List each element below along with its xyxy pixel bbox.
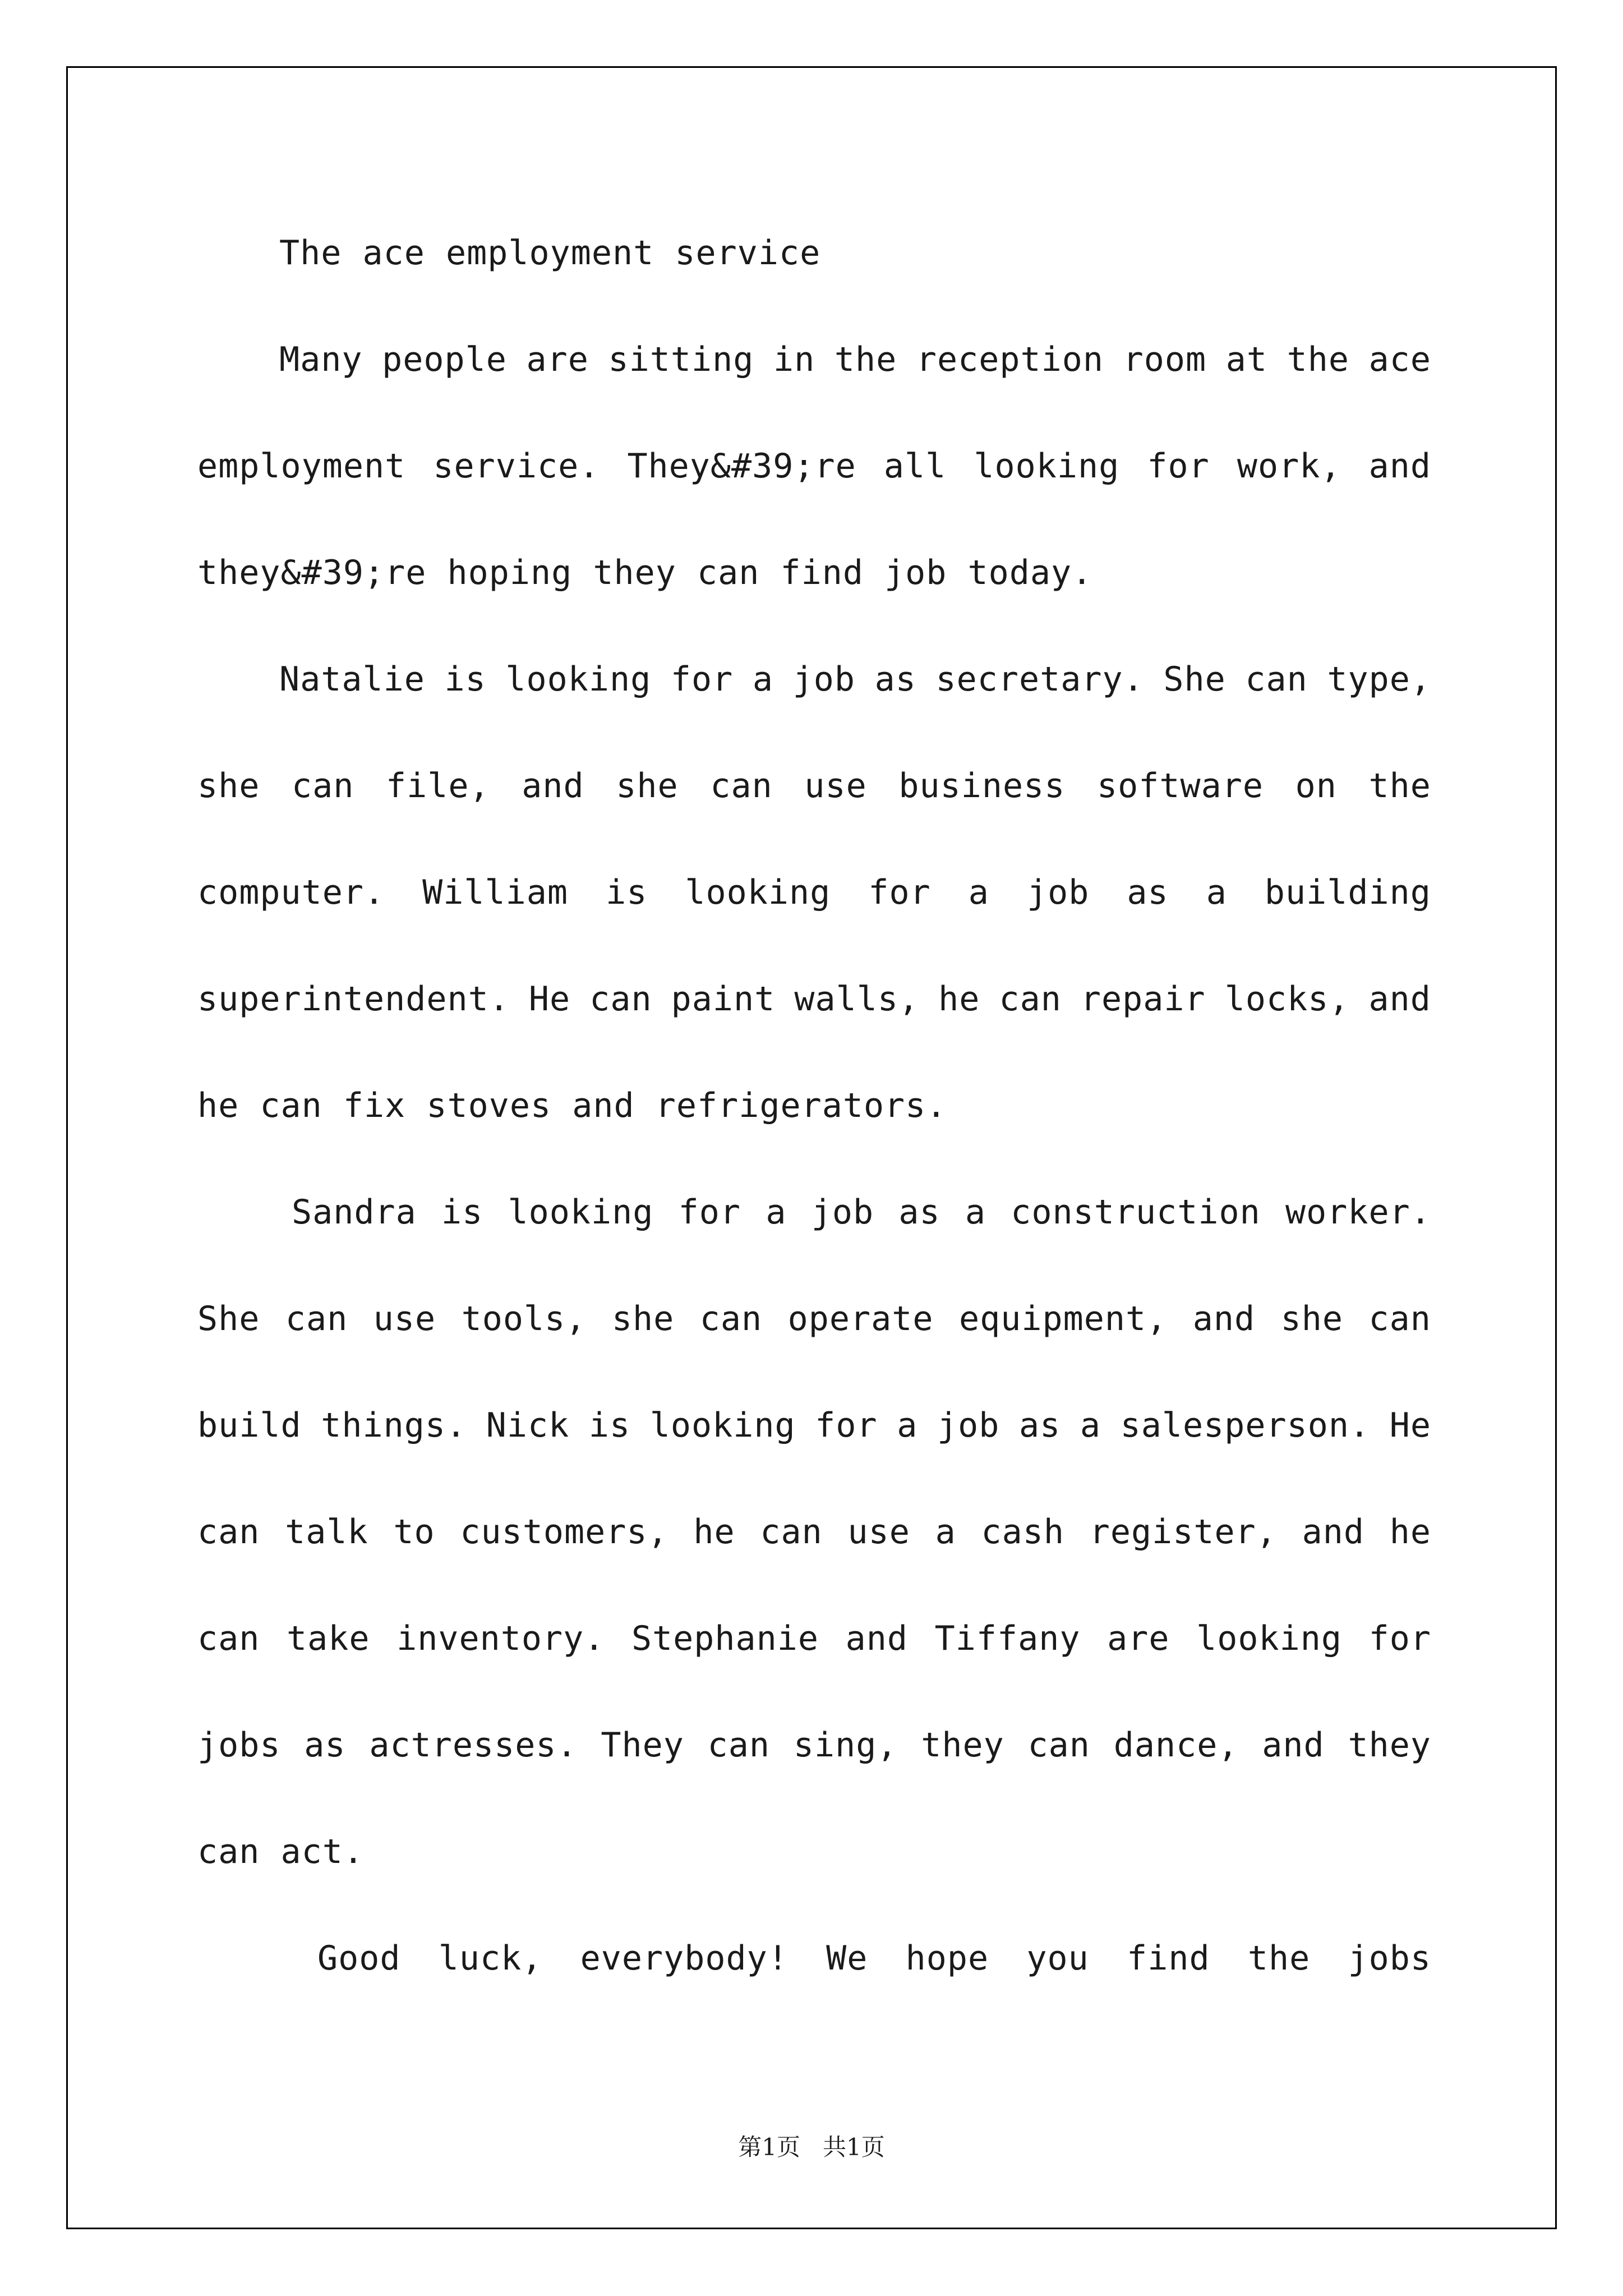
word: and: [1368, 447, 1431, 486]
word: the: [834, 340, 897, 379]
word: she: [616, 766, 679, 806]
paragraph-line: [197, 854, 1431, 960]
word: everybody!: [580, 1939, 789, 1978]
word: work,: [1237, 447, 1341, 486]
word: Sandra: [292, 1193, 417, 1232]
word: can: [197, 1512, 260, 1552]
word: paint: [671, 979, 776, 1019]
word: hope: [905, 1939, 989, 1978]
word: at: [1225, 340, 1267, 379]
word: looking: [505, 660, 652, 699]
word: on: [1295, 766, 1337, 806]
word: take: [286, 1619, 370, 1658]
word: can: [1027, 1726, 1090, 1765]
word: jobs: [1348, 1939, 1431, 1978]
word: as: [1019, 1406, 1061, 1445]
word: job: [792, 660, 855, 699]
paragraph-line: [197, 1174, 1431, 1280]
word: and: [845, 1619, 909, 1658]
paragraph-line: they&#39;re hoping they can find job today.: [197, 553, 1093, 592]
paragraph-line: he can fix stoves and refrigerators.: [197, 1086, 947, 1125]
word: use: [373, 1299, 436, 1338]
word: repair: [1080, 979, 1206, 1019]
word: things.: [321, 1406, 467, 1445]
word: They: [601, 1726, 684, 1765]
paragraph-line: [197, 1387, 1431, 1493]
word: you: [1026, 1939, 1089, 1978]
page-total: 共1页: [823, 2133, 885, 2161]
word: the: [1287, 340, 1349, 379]
word: jobs: [197, 1726, 281, 1765]
word: and: [1192, 1299, 1256, 1338]
word: She: [197, 1299, 260, 1338]
word: software: [1096, 766, 1264, 806]
paragraph-line: [197, 747, 1431, 854]
word: type,: [1327, 660, 1431, 699]
word: a: [752, 660, 773, 699]
word: the: [1247, 1939, 1311, 1978]
word: sitting: [608, 340, 754, 379]
paragraph-line: [197, 1600, 1431, 1706]
word: secretary.: [935, 660, 1144, 699]
word: He: [1389, 1406, 1431, 1445]
word: a: [1080, 1406, 1101, 1445]
word: can: [589, 979, 652, 1019]
word: can: [1368, 1299, 1431, 1338]
word: job: [937, 1406, 1000, 1445]
word: is: [441, 1193, 483, 1232]
word: looking: [649, 1406, 796, 1445]
word: and: [1368, 979, 1431, 1019]
paragraph-line: can act.: [197, 1832, 364, 1871]
word: a: [935, 1512, 956, 1552]
word: equipment,: [959, 1299, 1168, 1338]
word: file,: [386, 766, 490, 806]
word: tools,: [461, 1299, 587, 1338]
word: Many: [279, 340, 363, 379]
word: worker.: [1285, 1193, 1431, 1232]
word: reception: [916, 340, 1104, 379]
word: superintendent.: [197, 979, 510, 1019]
word: walls,: [794, 979, 920, 1019]
word: can: [707, 1726, 771, 1765]
word: They&#39;re: [627, 447, 856, 486]
word: Good: [317, 1939, 401, 1978]
paragraph-line: [197, 427, 1431, 534]
paragraph-line: [197, 1493, 1431, 1600]
word: use: [847, 1512, 910, 1552]
word: she: [611, 1299, 675, 1338]
word: can: [760, 1512, 823, 1552]
word: they: [921, 1726, 1004, 1765]
word: a: [965, 1193, 986, 1232]
word: she: [197, 766, 260, 806]
word: for: [678, 1193, 741, 1232]
word: can: [999, 979, 1062, 1019]
word: a: [897, 1406, 918, 1445]
word: they: [1348, 1726, 1431, 1765]
word: a: [968, 873, 989, 912]
word: as: [1127, 873, 1169, 912]
paragraph-line: [197, 960, 1431, 1067]
word: is: [588, 1406, 631, 1445]
word: salesperson.: [1120, 1406, 1371, 1445]
paragraph-line: [197, 1280, 1431, 1387]
word: for: [1147, 447, 1210, 486]
word: service.: [433, 447, 600, 486]
paragraph-line: [197, 321, 1431, 427]
word: and: [1302, 1512, 1364, 1552]
word: he: [693, 1512, 735, 1552]
word: business: [898, 766, 1066, 806]
word: looking: [974, 447, 1120, 486]
word: Nick: [486, 1406, 570, 1445]
word: use: [804, 766, 867, 806]
word: is: [444, 660, 486, 699]
word: looking: [1196, 1619, 1342, 1658]
word: for: [1368, 1619, 1431, 1658]
word: register,: [1089, 1512, 1277, 1552]
word: locks,: [1224, 979, 1350, 1019]
word: for: [868, 873, 931, 912]
word: a: [766, 1193, 787, 1232]
paragraph-line: [197, 1920, 1431, 2026]
page-footer: [0, 2129, 1623, 2162]
word: for: [815, 1406, 878, 1445]
word: sing,: [793, 1726, 898, 1765]
word: and: [522, 766, 584, 806]
word: to: [393, 1512, 435, 1552]
paragraph-line: [197, 1706, 1431, 1813]
word: operate: [787, 1299, 934, 1338]
document-title: The ace employment service: [279, 233, 821, 273]
word: William: [422, 873, 569, 912]
word: talk: [285, 1512, 368, 1552]
word: can: [285, 1299, 348, 1338]
word: build: [197, 1406, 302, 1445]
word: people: [382, 340, 507, 379]
word: He: [528, 979, 571, 1019]
word: as: [874, 660, 916, 699]
word: are: [1107, 1619, 1170, 1658]
page-number: 第1页: [738, 2133, 800, 2161]
word: are: [526, 340, 589, 379]
word: employment: [197, 447, 406, 486]
word: the: [1368, 766, 1431, 806]
word: she: [1280, 1299, 1343, 1338]
word: construction: [1011, 1193, 1261, 1232]
word: room: [1123, 340, 1207, 379]
word: looking: [685, 873, 831, 912]
word: he: [938, 979, 980, 1019]
word: can: [197, 1619, 260, 1658]
word: all: [883, 447, 947, 486]
word: computer.: [197, 873, 385, 912]
word: Tiffany: [934, 1619, 1081, 1658]
word: can: [292, 766, 354, 806]
word: can: [710, 766, 773, 806]
word: Natalie: [279, 660, 425, 699]
word: ace: [1368, 340, 1431, 379]
word: as: [898, 1193, 940, 1232]
word: luck,: [438, 1939, 543, 1978]
word: looking: [508, 1193, 654, 1232]
word: customers,: [460, 1512, 668, 1552]
word: actresses.: [369, 1726, 578, 1765]
word: for: [670, 660, 734, 699]
word: a: [1206, 873, 1227, 912]
word: in: [773, 340, 815, 379]
word: building: [1264, 873, 1431, 912]
word: job: [1026, 873, 1090, 912]
word: he: [1389, 1512, 1431, 1552]
word: can: [699, 1299, 763, 1338]
word: Stephanie: [631, 1619, 819, 1658]
paragraph-line: [197, 641, 1431, 747]
word: and: [1262, 1726, 1325, 1765]
word: She: [1163, 660, 1226, 699]
word: job: [811, 1193, 874, 1232]
word: We: [826, 1939, 868, 1978]
word: can: [1245, 660, 1308, 699]
word: as: [304, 1726, 346, 1765]
word: is: [606, 873, 648, 912]
word: dance,: [1113, 1726, 1239, 1765]
document-body: [197, 214, 1431, 2026]
word: cash: [981, 1512, 1064, 1552]
word: inventory.: [396, 1619, 605, 1658]
word: find: [1127, 1939, 1210, 1978]
